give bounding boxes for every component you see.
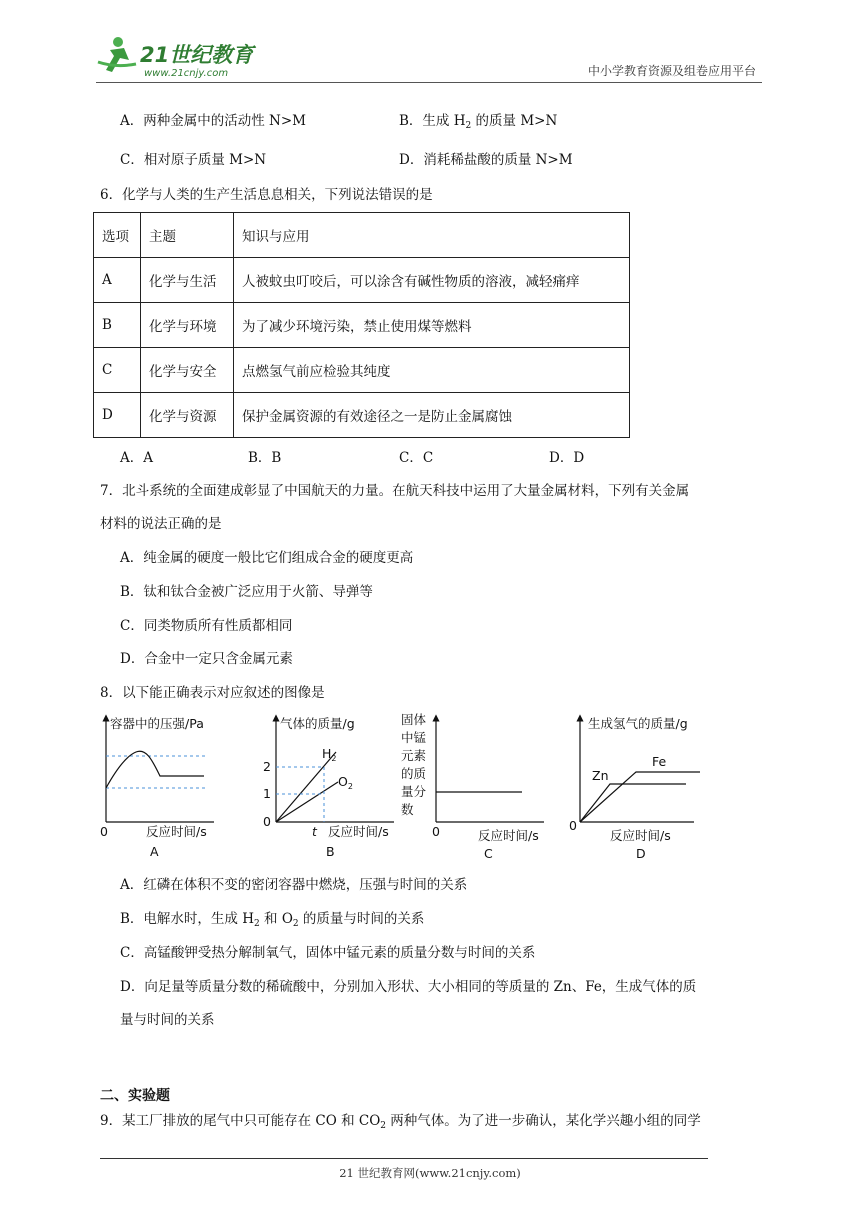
q6-option-b: B．B: [248, 450, 282, 466]
table-cell: 为了减少环境污染，禁止使用煤等燃料: [234, 303, 630, 348]
q5-option-a: A．两种金属中的活动性 N>M: [120, 113, 306, 129]
table-cell: 化学与资源: [141, 393, 234, 438]
table-cell: C: [94, 348, 141, 393]
q6-table: [93, 212, 630, 438]
section-heading: 二、实验题: [100, 1088, 170, 1104]
origin-label: 0: [100, 824, 108, 839]
origin-label: 0: [263, 814, 271, 829]
q8-option-d-line2: 量与时间的关系: [120, 1012, 215, 1028]
y-axis-label-line: 量分: [401, 784, 427, 799]
q8-option-a: A．红磷在体积不变的密闭容器中燃烧，压强与时间的关系: [120, 877, 468, 893]
origin-label: 0: [569, 818, 577, 833]
y-axis-label-line: 的质: [401, 766, 427, 781]
table-row: [94, 348, 630, 393]
y-axis-label: 生成氢气的质量/g: [588, 716, 688, 731]
tick-label-1: 1: [263, 786, 271, 801]
footer-text: 21 世纪教育网(www.21cnjy.com): [339, 1166, 521, 1180]
q7-option-a: A．纯金属的硬度一般比它们组成合金的硬度更高: [120, 550, 414, 566]
origin-label: 0: [432, 824, 440, 839]
table-row: [94, 303, 630, 348]
table-cell: 化学与生活: [141, 258, 234, 303]
o2-line: [276, 782, 338, 822]
graph-caption: D: [636, 846, 646, 861]
header-cell: 知识与应用: [234, 213, 630, 258]
header-cell: 主题: [141, 213, 234, 258]
x-axis-label: 反应时间/s: [610, 828, 671, 843]
logo-sub-text: www.21cnjy.com: [144, 68, 229, 79]
x-axis-label: 反应时间/s: [146, 824, 207, 839]
x-axis-label: 反应时间/s: [478, 828, 539, 843]
graph-caption: B: [326, 844, 335, 859]
graph-a: [96, 712, 226, 864]
zn-label: Zn: [592, 768, 609, 783]
q8-option-d-line1: D．向足量等质量分数的稀硫酸中，分别加入形状、大小相同的等质量的 Zn、Fe，生成气体的质: [120, 979, 697, 995]
table-cell: A: [94, 258, 141, 303]
q6-option-a: A．A: [120, 450, 153, 466]
q9-stem: 9．某工厂排放的尾气中只可能存在 CO 和 $CO_2$ 两种气体。为了进一步确认，某化学兴趣小组的同学: [100, 1113, 701, 1131]
q6-stem: 6．化学与人类的生产生活息息相关，下列说法错误的是: [100, 187, 433, 203]
q8-option-b: B．电解水时，生成 $H_2$ 和 $O_2$ 的质量与时间的关系: [120, 911, 425, 929]
site-logo: [96, 34, 266, 80]
table-cell: B: [94, 303, 141, 348]
graph-caption: C: [484, 846, 493, 861]
footer-divider: [100, 1158, 708, 1159]
table-row: [94, 258, 630, 303]
graph-d: [566, 712, 716, 864]
q5-option-b: B．生成 $H_2$ 的质量 M>N: [399, 113, 558, 131]
table-header-row: [94, 213, 630, 258]
graph-caption: A: [150, 844, 159, 859]
t-label: t: [312, 824, 317, 839]
fe-label: Fe: [652, 754, 667, 769]
o2-label: $O_2$: [338, 774, 353, 791]
table-cell: 化学与环境: [141, 303, 234, 348]
header-divider: [96, 82, 762, 83]
q7-stem-line2: 材料的说法正确的是: [100, 516, 222, 532]
q6-option-d: D．D: [549, 450, 585, 466]
zn-line: [580, 784, 686, 822]
q5-option-c: C．相对原子质量 M>N: [120, 152, 267, 168]
q8-stem: 8．以下能正确表示对应叙述的图像是: [100, 685, 325, 701]
x-axis-label: 反应时间/s: [328, 824, 389, 839]
y-axis-label: 气体的质量/g: [280, 716, 355, 731]
table-cell: 点燃氢气前应检验其纯度: [234, 348, 630, 393]
pressure-curve: [106, 751, 204, 788]
y-axis-label-line: 数: [401, 802, 414, 817]
q7-option-b: B．钛和钛合金被广泛应用于火箭、导弹等: [120, 584, 373, 600]
table-cell: 人被蚊虫叮咬后，可以涂含有碱性物质的溶液，减轻痛痒: [234, 258, 630, 303]
table-cell: 化学与安全: [141, 348, 234, 393]
y-axis-label-line: 元素: [401, 748, 427, 763]
h2-label: $H_2$: [322, 746, 337, 763]
q6-option-c: C．C: [399, 450, 434, 466]
graph-b: [256, 712, 406, 864]
table-cell: 保护金属资源的有效途径之一是防止金属腐蚀: [234, 393, 630, 438]
runner-icon: [98, 37, 136, 72]
y-axis-label: 容器中的压强/Pa: [110, 716, 204, 731]
platform-name: 中小学教育资源及组卷应用平台: [587, 64, 756, 78]
header-cell: 选项: [94, 213, 141, 258]
q8-option-c: C．高锰酸钾受热分解制氧气，固体中锰元素的质量分数与时间的关系: [120, 945, 536, 961]
q7-option-d: D．合金中一定只含金属元素: [120, 651, 293, 667]
y-axis-label-line: 固体: [401, 712, 427, 727]
tick-label-2: 2: [263, 759, 271, 774]
h2-line: [276, 752, 336, 822]
q5-option-d: D．消耗稀盐酸的质量 N>M: [399, 152, 573, 168]
graph-c: [398, 712, 548, 864]
q7-option-c: C．同类物质所有性质都相同: [120, 618, 293, 634]
table-cell: D: [94, 393, 141, 438]
q7-stem-line1: 7．北斗系统的全面建成彰显了中国航天的力量。在航天科技中运用了大量金属材料，下列有关金属: [100, 483, 690, 499]
logo-main-text: 21世纪教育: [140, 43, 254, 67]
y-axis-label-line: 中锰: [401, 730, 427, 745]
table-row: [94, 393, 630, 438]
